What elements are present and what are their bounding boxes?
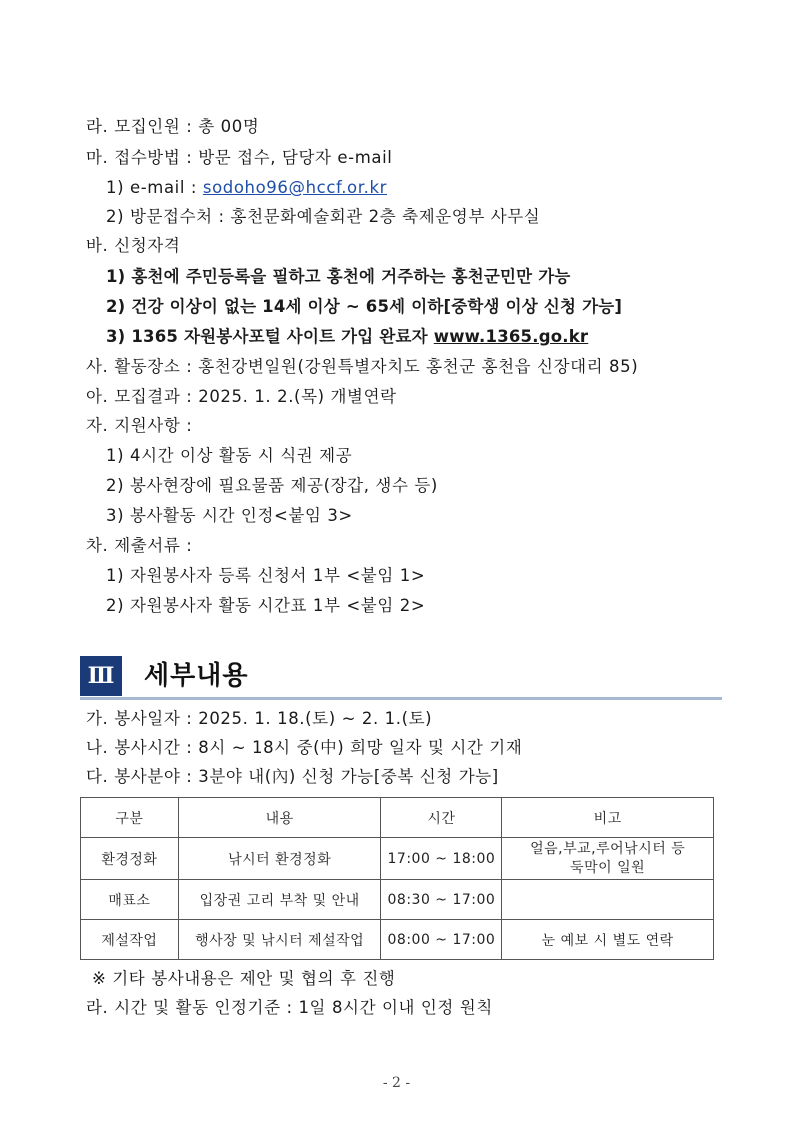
email-label: 1) e-mail : bbox=[106, 178, 203, 197]
cell-content: 낚시터 환경정화 bbox=[178, 838, 381, 880]
cell-category: 환경정화 bbox=[81, 838, 179, 880]
header-category: 구분 bbox=[81, 798, 179, 838]
application-method: 마. 접수방법 : 방문 접수, 담당자 e-mail bbox=[86, 148, 393, 167]
section-title: 세부내용 bbox=[144, 661, 249, 691]
volunteer-portal-link[interactable]: www.1365.go.kr bbox=[433, 327, 589, 346]
qualification-2: 2) 건강 이상이 없는 14세 이상 ~ 65세 이하[중학생 이상 신청 가능] bbox=[106, 297, 623, 316]
cell-content: 행사장 및 낚시터 제설작업 bbox=[178, 920, 381, 960]
cell-category: 제설작업 bbox=[81, 920, 179, 960]
header-remarks: 비고 bbox=[502, 798, 714, 838]
qualification-heading: 바. 신청자격 bbox=[86, 236, 181, 255]
schedule-table bbox=[80, 797, 714, 960]
support-1: 1) 4시간 이상 활동 시 식권 제공 bbox=[106, 446, 353, 465]
cell-time: 08:30 ~ 17:00 bbox=[381, 880, 502, 920]
section-header bbox=[80, 656, 722, 700]
email-item bbox=[106, 178, 387, 198]
recruit-count: 라. 모집인원 : 총 00명 bbox=[86, 117, 260, 136]
document-1: 1) 자원봉사자 등록 신청서 1부 <붙임 1> bbox=[106, 566, 426, 585]
header-content: 내용 bbox=[178, 798, 381, 838]
other-note: ※ 기타 봉사내용은 제안 및 협의 후 진행 bbox=[92, 969, 396, 988]
qualification-3-label: 3) 1365 자원봉사포털 사이트 가입 완료자 bbox=[106, 327, 434, 346]
table-row bbox=[81, 838, 714, 880]
table-row bbox=[81, 880, 714, 920]
document-2: 2) 자원봉사자 활동 시간표 1부 <붙임 2> bbox=[106, 596, 426, 615]
table-header-row bbox=[81, 798, 714, 838]
cell-time: 17:00 ~ 18:00 bbox=[381, 838, 502, 880]
recruit-result: 아. 모집결과 : 2025. 1. 2.(목) 개별연락 bbox=[86, 387, 397, 406]
support-3: 3) 봉사활동 시간 인정<붙임 3> bbox=[106, 506, 353, 525]
volunteer-time: 나. 봉사시간 : 8시 ~ 18시 중(中) 희망 일자 및 시간 기재 bbox=[86, 738, 523, 757]
support-heading: 자. 지원사항 : bbox=[86, 416, 193, 435]
cell-remarks: 얼음,부교,루어낚시터 등 둑막이 일원 bbox=[502, 838, 714, 880]
section-divider bbox=[80, 697, 722, 700]
section-number: Ⅲ bbox=[80, 656, 122, 696]
cell-remarks bbox=[502, 880, 714, 920]
visit-location: 2) 방문접수처 : 홍천문화예술회관 2층 축제운영부 사무실 bbox=[106, 207, 541, 226]
table-row bbox=[81, 920, 714, 960]
volunteer-date: 가. 봉사일자 : 2025. 1. 18.(토) ~ 2. 1.(토) bbox=[86, 709, 433, 728]
email-link[interactable]: sodoho96@hccf.or.kr bbox=[202, 178, 388, 197]
cell-content: 입장권 고리 부착 및 안내 bbox=[178, 880, 381, 920]
support-2: 2) 봉사현장에 필요물품 제공(장갑, 생수 등) bbox=[106, 476, 438, 495]
header-time: 시간 bbox=[381, 798, 502, 838]
activity-criteria: 라. 시간 및 활동 인정기준 : 1일 8시간 이내 인정 원칙 bbox=[86, 998, 493, 1017]
cell-remarks: 눈 예보 시 별도 연락 bbox=[502, 920, 714, 960]
activity-place: 사. 활동장소 : 홍천강변일원(강원특별자치도 홍천군 홍천읍 신장대리 85) bbox=[86, 357, 639, 376]
documents-heading: 차. 제출서류 : bbox=[86, 536, 193, 555]
volunteer-field: 다. 봉사분야 : 3분야 내(內) 신청 가능[중복 신청 가능] bbox=[86, 767, 499, 786]
qualification-1: 1) 홍천에 주민등록을 필하고 홍천에 거주하는 홍천군민만 가능 bbox=[106, 267, 571, 286]
cell-time: 08:00 ~ 17:00 bbox=[381, 920, 502, 960]
cell-category: 매표소 bbox=[81, 880, 179, 920]
page-number: - 2 - bbox=[382, 1075, 411, 1091]
qualification-3 bbox=[106, 327, 588, 347]
